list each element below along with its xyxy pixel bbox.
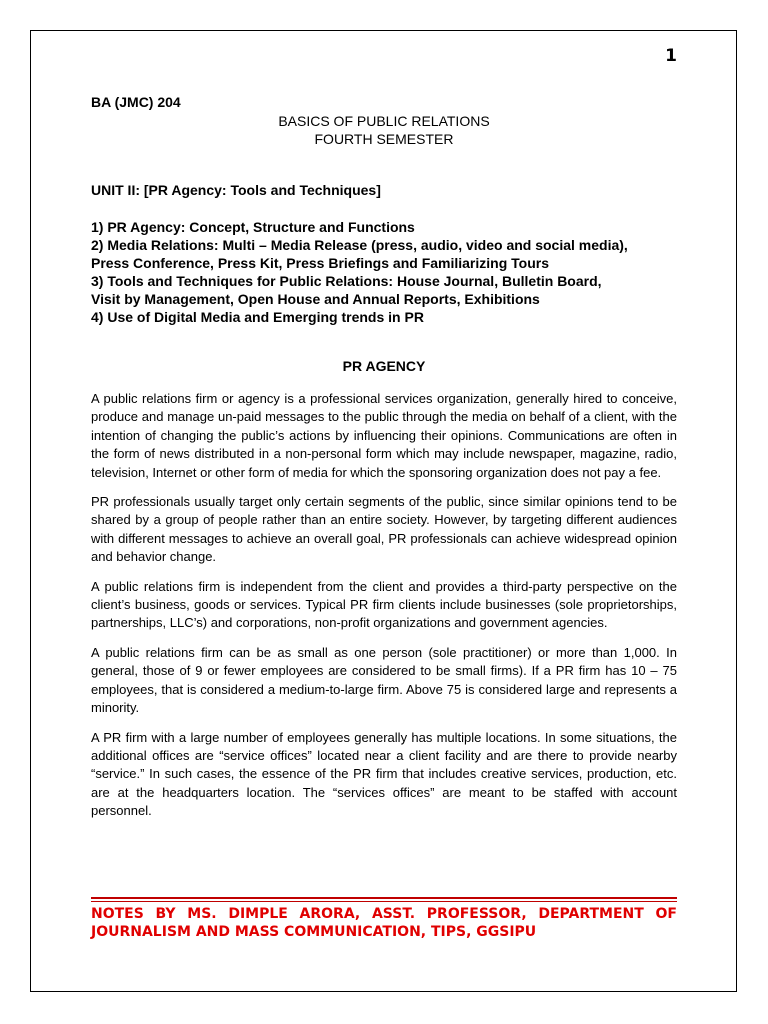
body-text [91,390,677,832]
topic-line: Press Conference, Press Kit, Press Briefings and Familiarizing Tours [91,255,550,271]
paragraph: A public relations firm is independent from the client and provides a third-party perspective on the client’s business, goods or services. Typical PR firm clients include businesses (sole proprietorships, partnerships, LLC’s) and corporations, non-profit organizations and government agencies. [91,578,677,631]
topic-line: 3) Tools and Techniques for Public Relations: House Journal, Bulletin Board, [91,273,602,289]
footer-note: NOTES BY MS. DIMPLE ARORA, ASST. PROFESSOR, DEPARTMENT OF JOURNALISM AND MASS COMMUNICATION, TIPS, GGSIPU [91,906,677,940]
footer-rule [91,897,677,899]
page-number: 1 [665,46,677,66]
document-title: BASICS OF PUBLIC RELATIONS [278,113,490,129]
semester-label: FOURTH SEMESTER [314,131,454,147]
topic-line: Visit by Management, Open House and Annual Reports, Exhibitions [91,291,540,307]
topic-line: 1) PR Agency: Concept, Structure and Functions [91,219,415,235]
paragraph: A public relations firm or agency is a professional services organization, generally hired to conceive, produce and manage un-paid messages to the public through the media on behalf of a client, with the intention of changing the public’s actions by influencing their opinions. Communications are often in the form of news distributed in a non-personal form which may include newspaper, magazine, radio, television, Internet or other form of media for which the sponsoring organization does not pay a fee. [91,391,677,480]
topic-line: 2) Media Relations: Multi – Media Release (press, audio, video and social media), [91,237,628,253]
paragraph: A PR firm with a large number of employees generally has multiple locations. In some situations, the additional offices are “service offices” located near a client facility and are there to provide nearby “service.” In such cases, the essence of the PR firm that includes creative services, production, etc. are at the headquarters location. The “services offices” are meant to be staffed with account personnel. [91,729,677,819]
section-heading: PR AGENCY [342,358,426,374]
unit-heading: UNIT II: [PR Agency: Tools and Techniques] [91,182,381,198]
paragraph: PR professionals usually target only certain segments of the public, since similar opinions tend to be shared by a group of people rather than an entire society. However, by targeting different audiences with different messages to achieve an overall goal, PR professionals can achieve widespread opinion and behavior change. [91,494,677,565]
title-block [91,112,677,148]
paragraph: A public relations firm can be as small as one person (sole practitioner) or more than 1,000. In general, those of 9 or fewer employees are considered to be small firms). If a PR firm has 10 – 75 employees, that is considered a medium-to-large firm. Above 75 is considered large and represents a minority. [91,644,677,716]
topic-line: 4) Use of Digital Media and Emerging trends in PR [91,309,424,325]
topic-list [91,218,691,326]
footer-rule [91,901,677,902]
course-code: BA (JMC) 204 [91,94,181,110]
